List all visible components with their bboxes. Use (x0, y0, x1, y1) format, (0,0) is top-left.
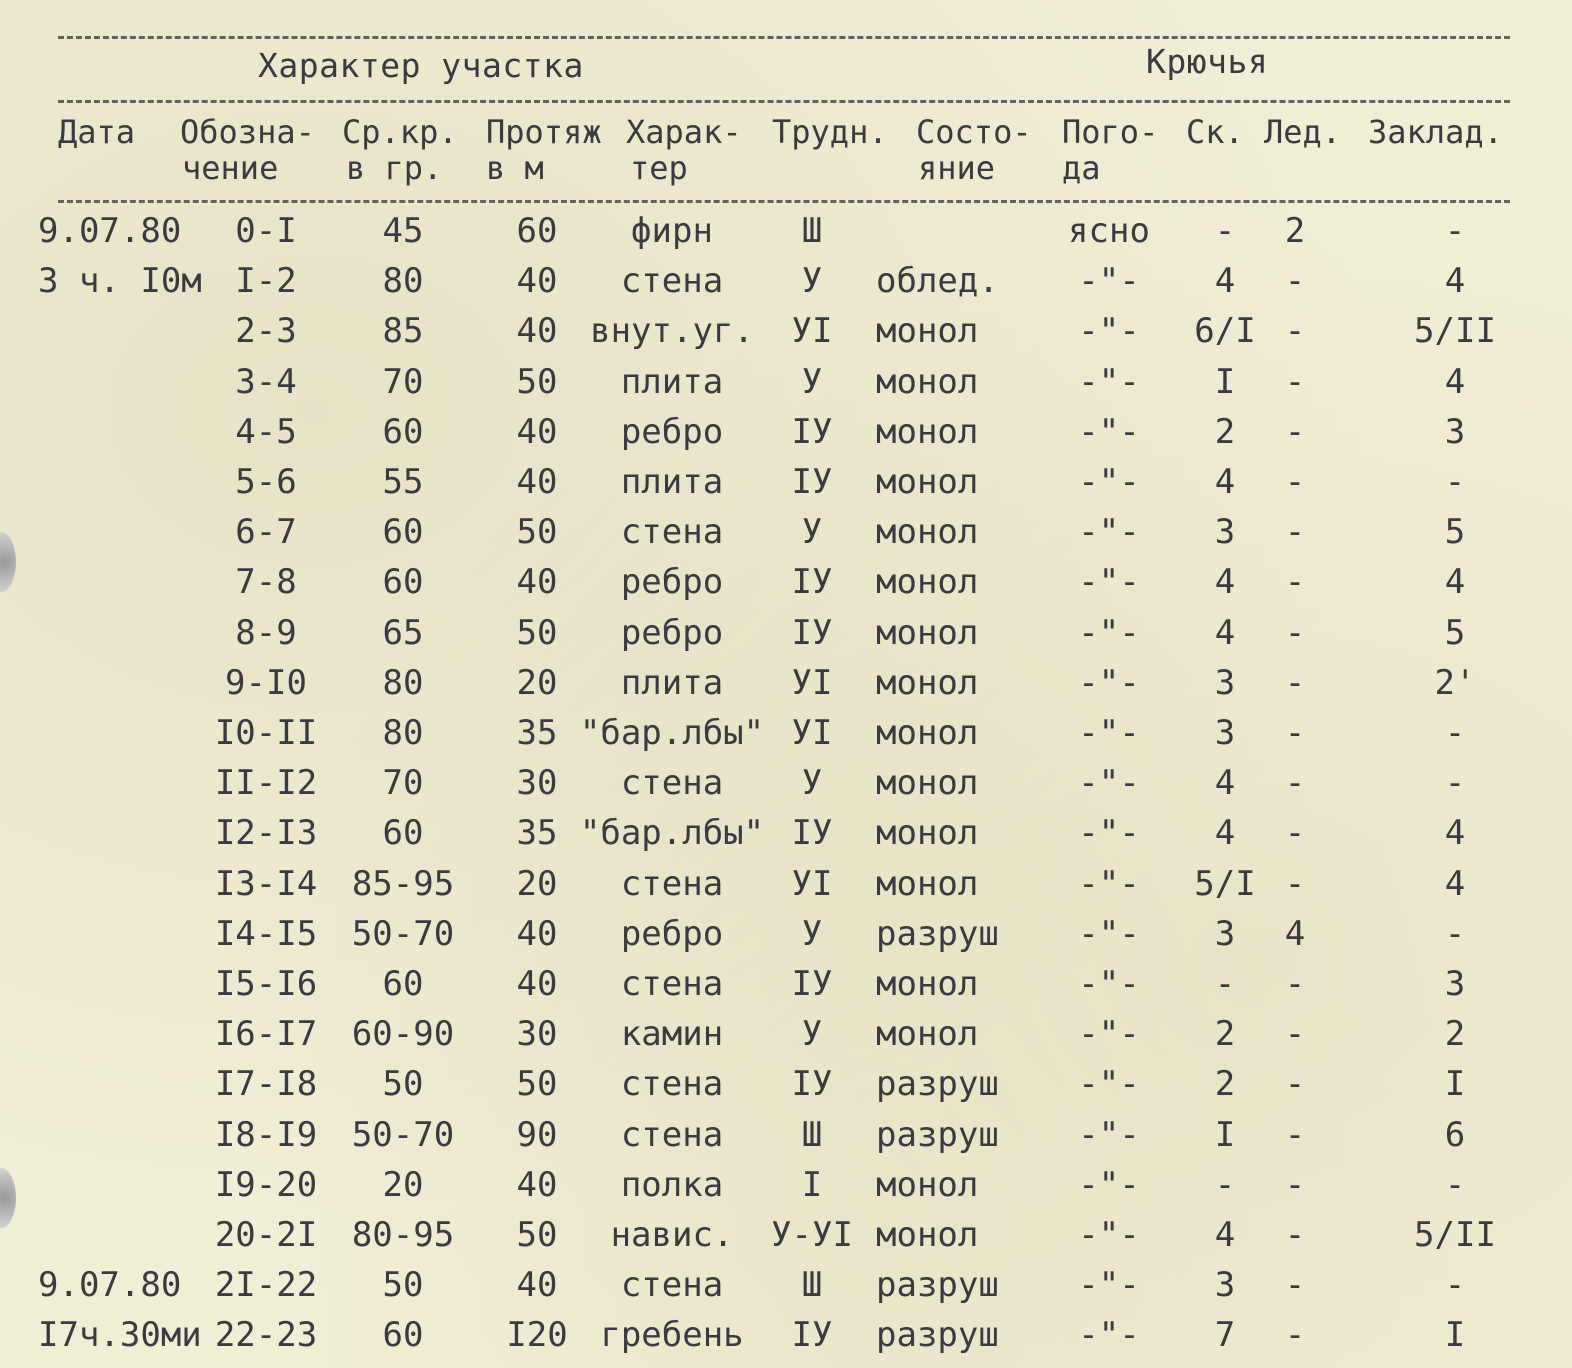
dashed-rule-middle (58, 100, 1510, 103)
cell-ice-hooks: 4 (1284, 913, 1306, 954)
cell-difficulty: У (801, 1014, 823, 1055)
cell-designation: II-I2 (214, 763, 318, 804)
cell-difficulty: У (801, 763, 823, 804)
cell-chocks: 5 (1444, 612, 1466, 653)
cell-rock-hooks: 4 (1214, 612, 1236, 653)
column-header-state-line1: Состо- (916, 113, 1032, 151)
dashed-rule-top (58, 36, 1510, 39)
cell-character: полка (620, 1164, 724, 1205)
cell-difficulty: Ш (801, 211, 823, 251)
cell-weather: ясно (1068, 211, 1150, 251)
cell-difficulty: У-УI (771, 1215, 853, 1255)
cell-length: 50 (516, 1064, 558, 1105)
cell-length: 40 (516, 311, 558, 352)
cell-chocks: 5/II (1414, 1215, 1496, 1255)
column-header-length (486, 114, 602, 186)
cell-avg-steepness: 60 (382, 562, 424, 603)
cell-ice-hooks: - (1284, 863, 1306, 904)
cell-character: навис. (610, 1215, 734, 1255)
column-header-difficulty (772, 114, 888, 150)
column-header-date-text: Дата (58, 113, 136, 151)
cell-length: 40 (516, 411, 558, 452)
cell-state: разруш (876, 913, 999, 954)
cell-rock-hooks: - (1214, 211, 1236, 251)
column-header-length-line2: в м (486, 149, 544, 187)
cell-state: монол (876, 612, 979, 653)
cell-difficulty: Ш (801, 1265, 823, 1306)
cell-state: монол (876, 1215, 979, 1255)
cell-state: монол (876, 662, 979, 703)
column-header-rock (1186, 114, 1244, 150)
cell-length: 90 (516, 1114, 558, 1155)
table-row (0, 1210, 1572, 1260)
cell-avg-steepness: 85 (382, 311, 424, 352)
cell-chocks: 3 (1444, 964, 1466, 1004)
cell-difficulty: IУ (791, 813, 833, 854)
cell-length: 50 (516, 1215, 558, 1255)
cell-designation: 4-5 (235, 411, 297, 452)
cell-avg-steepness: 60 (382, 964, 424, 1004)
table-row (0, 1160, 1572, 1210)
cell-avg-steepness: 80 (382, 713, 424, 753)
cell-designation: 3-4 (235, 361, 297, 402)
cell-character: плита (620, 462, 724, 502)
cell-difficulty: I (801, 1164, 823, 1205)
cell-weather: -"- (1078, 361, 1140, 402)
cell-character: стена (620, 763, 724, 804)
cell-chocks: - (1444, 462, 1466, 502)
cell-difficulty: УI (791, 713, 833, 753)
column-header-designation (180, 114, 315, 186)
cell-length: 40 (516, 1265, 558, 1306)
cell-designation: 20-2I (214, 1215, 318, 1255)
cell-designation: I7-I8 (214, 1064, 318, 1105)
cell-avg-steepness: 50-70 (351, 1114, 455, 1155)
cell-ice-hooks: - (1284, 662, 1306, 703)
cell-designation: I2-I3 (214, 813, 318, 854)
cell-weather: -"- (1078, 1064, 1140, 1105)
cell-chocks: I (1444, 1315, 1466, 1356)
cell-designation: I4-I5 (214, 913, 318, 954)
cell-difficulty: IУ (791, 1064, 833, 1105)
cell-chocks: 2' (1434, 662, 1476, 703)
cell-designation: 8-9 (235, 612, 297, 653)
cell-weather: -"- (1078, 261, 1140, 302)
cell-length: 40 (516, 562, 558, 603)
cell-state: монол (876, 1014, 979, 1055)
cell-chocks: 6 (1444, 1114, 1466, 1155)
cell-length: 50 (516, 512, 558, 553)
cell-weather: -"- (1078, 562, 1140, 603)
cell-rock-hooks: 4 (1214, 562, 1236, 603)
cell-designation: 6-7 (235, 512, 297, 553)
column-header-character-line1: Харак- (626, 113, 742, 151)
cell-date: I7ч.30ми (38, 1315, 202, 1356)
cell-designation: I-2 (235, 261, 297, 302)
cell-avg-steepness: 80 (382, 662, 424, 703)
cell-ice-hooks: - (1284, 1265, 1306, 1306)
cell-length: 40 (516, 462, 558, 502)
cell-weather: -"- (1078, 311, 1140, 352)
cell-character: "бар.лбы" (579, 713, 765, 753)
cell-weather: -"- (1078, 1215, 1140, 1255)
cell-character: стена (620, 964, 724, 1004)
cell-designation: 0-I (235, 211, 297, 251)
cell-length: 30 (516, 763, 558, 804)
column-header-ice (1264, 114, 1341, 150)
cell-state: монол (876, 763, 979, 804)
column-header-length-line1: Протяж (486, 113, 602, 151)
column-header-state (916, 114, 1032, 186)
cell-length: 50 (516, 361, 558, 402)
cell-chocks: 3 (1444, 411, 1466, 452)
table-row (0, 407, 1572, 457)
cell-rock-hooks: 2 (1214, 1014, 1236, 1055)
table-row (0, 507, 1572, 557)
cell-ice-hooks: - (1284, 411, 1306, 452)
cell-designation: I6-I7 (214, 1014, 318, 1055)
cell-difficulty: УI (791, 311, 833, 352)
cell-character: стена (620, 1265, 724, 1306)
cell-chocks: - (1444, 1164, 1466, 1205)
cell-length: 35 (516, 713, 558, 753)
cell-designation: I3-I4 (214, 863, 318, 904)
cell-avg-steepness: 60-90 (351, 1014, 455, 1055)
column-header-avg-steepness-line1: Ср.кр. (342, 113, 458, 151)
table-row (0, 457, 1572, 507)
cell-avg-steepness: 50 (382, 1265, 424, 1306)
cell-designation: I5-I6 (214, 964, 318, 1004)
cell-designation: 22-23 (214, 1315, 318, 1356)
cell-chocks: 4 (1444, 562, 1466, 603)
cell-chocks: - (1444, 211, 1466, 251)
table-row (0, 306, 1572, 356)
cell-ice-hooks: - (1284, 1014, 1306, 1055)
cell-rock-hooks: 5/I (1194, 863, 1256, 904)
cell-state: монол (876, 411, 979, 452)
cell-rock-hooks: 4 (1214, 462, 1236, 502)
column-header-rock-text: Ск. (1186, 113, 1244, 151)
cell-state: монол (876, 964, 979, 1004)
column-header-weather-line1: Пого- (1062, 113, 1159, 151)
table-row (0, 608, 1572, 658)
cell-chocks: - (1444, 1265, 1466, 1306)
cell-avg-steepness: 85-95 (351, 863, 455, 904)
cell-character: ребро (620, 562, 724, 603)
cell-date: 9.07.80 (38, 1265, 182, 1306)
column-header-state-line2: яние (918, 149, 996, 187)
cell-avg-steepness: 70 (382, 361, 424, 402)
cell-state: монол (876, 713, 979, 753)
cell-chocks: 4 (1444, 361, 1466, 402)
cell-ice-hooks: - (1284, 1164, 1306, 1205)
cell-difficulty: IУ (791, 612, 833, 653)
cell-character: стена (620, 1064, 724, 1105)
cell-chocks: 4 (1444, 813, 1466, 854)
cell-length: 40 (516, 261, 558, 302)
cell-avg-steepness: 60 (382, 512, 424, 553)
cell-ice-hooks: - (1284, 763, 1306, 804)
cell-weather: -"- (1078, 863, 1140, 904)
cell-designation: 2-3 (235, 311, 297, 352)
cell-state: монол (876, 462, 979, 502)
cell-state: монол (876, 863, 979, 904)
cell-ice-hooks: - (1284, 1064, 1306, 1105)
table-row (0, 959, 1572, 1009)
column-header-ice-text: Лед. (1264, 113, 1342, 151)
cell-state: разруш (876, 1315, 999, 1356)
table-row (0, 557, 1572, 607)
cell-ice-hooks: - (1284, 1215, 1306, 1255)
cell-state: разруш (876, 1265, 999, 1306)
cell-character: стена (620, 863, 724, 904)
cell-difficulty: IУ (791, 411, 833, 452)
cell-weather: -"- (1078, 462, 1140, 502)
cell-ice-hooks: - (1284, 462, 1306, 502)
cell-rock-hooks: 3 (1214, 913, 1236, 954)
cell-weather: -"- (1078, 964, 1140, 1004)
cell-chocks: 4 (1444, 261, 1466, 302)
cell-weather: -"- (1078, 1114, 1140, 1155)
cell-designation: I9-20 (214, 1164, 318, 1205)
cell-chocks: 2 (1444, 1014, 1466, 1055)
cell-weather: -"- (1078, 662, 1140, 703)
cell-length: 40 (516, 913, 558, 954)
cell-state: монол (876, 361, 979, 402)
cell-rock-hooks: 3 (1214, 512, 1236, 553)
cell-state: монол (876, 311, 979, 352)
cell-avg-steepness: 45 (382, 211, 424, 251)
cell-rock-hooks: 6/I (1194, 311, 1256, 352)
cell-character: камин (620, 1014, 724, 1055)
column-header-designation-line2: чение (182, 149, 279, 187)
cell-avg-steepness: 60 (382, 411, 424, 452)
cell-difficulty: IУ (791, 964, 833, 1004)
cell-ice-hooks: - (1284, 1114, 1306, 1155)
cell-length: 20 (516, 662, 558, 703)
cell-chocks: 5 (1444, 512, 1466, 553)
cell-character: гребень (600, 1315, 744, 1356)
column-header-weather (1062, 114, 1158, 186)
cell-designation: I0-II (214, 713, 318, 753)
column-header-difficulty-text: Трудн. (772, 113, 888, 151)
table-row (0, 357, 1572, 407)
column-header-character (626, 114, 742, 186)
cell-character: ребро (620, 913, 724, 954)
cell-difficulty: У (801, 261, 823, 302)
cell-rock-hooks: 4 (1214, 261, 1236, 302)
cell-rock-hooks: 2 (1214, 411, 1236, 452)
cell-difficulty: IУ (791, 1315, 833, 1356)
cell-chocks: - (1444, 763, 1466, 804)
cell-state: монол (876, 1164, 979, 1205)
section-header-segment-character: Характер участка (258, 46, 584, 85)
cell-chocks: 4 (1444, 863, 1466, 904)
cell-rock-hooks: 4 (1214, 1215, 1236, 1255)
cell-difficulty: Ш (801, 1114, 823, 1155)
cell-ice-hooks: - (1284, 261, 1306, 302)
cell-length: I20 (506, 1315, 568, 1356)
cell-ice-hooks: - (1284, 813, 1306, 854)
table-row (0, 708, 1572, 758)
table-row (0, 256, 1572, 306)
column-header-weather-line2: да (1062, 149, 1101, 187)
cell-rock-hooks: 2 (1214, 1064, 1236, 1105)
cell-character: внут.уг. (590, 311, 754, 352)
cell-character: плита (620, 662, 724, 703)
cell-chocks: 5/II (1414, 311, 1496, 352)
cell-avg-steepness: 60 (382, 1315, 424, 1356)
cell-rock-hooks: 7 (1214, 1315, 1236, 1356)
table-row (0, 859, 1572, 909)
cell-chocks: - (1444, 713, 1466, 753)
cell-avg-steepness: 50 (382, 1064, 424, 1105)
cell-character: стена (620, 1114, 724, 1155)
table-row (0, 808, 1572, 858)
column-header-avg-steepness (342, 114, 458, 186)
table-row (0, 1110, 1572, 1160)
cell-ice-hooks: - (1284, 612, 1306, 653)
cell-weather: -"- (1078, 1265, 1140, 1306)
table-row (0, 206, 1572, 256)
cell-designation: 9-I0 (225, 662, 307, 703)
column-header-chock (1368, 114, 1503, 150)
cell-state: разруш (876, 1064, 999, 1105)
cell-difficulty: У (801, 361, 823, 402)
cell-state: монол (876, 562, 979, 603)
cell-ice-hooks: - (1284, 713, 1306, 753)
cell-rock-hooks: 4 (1214, 763, 1236, 804)
cell-ice-hooks: - (1284, 311, 1306, 352)
cell-length: 35 (516, 813, 558, 854)
cell-designation: I8-I9 (214, 1114, 318, 1155)
cell-avg-steepness: 80-95 (351, 1215, 455, 1255)
cell-avg-steepness: 70 (382, 763, 424, 804)
cell-date: 9.07.80 (38, 211, 182, 251)
cell-avg-steepness: 20 (382, 1164, 424, 1205)
table-row (0, 1009, 1572, 1059)
cell-ice-hooks: - (1284, 361, 1306, 402)
cell-character: ребро (620, 612, 724, 653)
cell-difficulty: IУ (791, 462, 833, 502)
cell-weather: -"- (1078, 1014, 1140, 1055)
cell-state: монол (876, 512, 979, 553)
column-header-designation-line1: Обозна- (180, 113, 315, 151)
cell-length: 50 (516, 612, 558, 653)
cell-character: стена (620, 512, 724, 553)
cell-rock-hooks: 4 (1214, 813, 1236, 854)
cell-weather: -"- (1078, 512, 1140, 553)
cell-designation: 7-8 (235, 562, 297, 603)
section-header-hooks: Крючья (1146, 42, 1269, 81)
cell-rock-hooks: I (1214, 361, 1236, 402)
cell-weather: -"- (1078, 1315, 1140, 1356)
cell-difficulty: УI (791, 662, 833, 703)
cell-ice-hooks: - (1284, 1315, 1306, 1356)
column-header-avg-steepness-line2: в гр. (346, 149, 443, 187)
cell-ice-hooks: - (1284, 964, 1306, 1004)
cell-character: плита (620, 361, 724, 402)
cell-length: 20 (516, 863, 558, 904)
cell-length: 60 (516, 211, 558, 251)
cell-difficulty: У (801, 913, 823, 954)
cell-weather: -"- (1078, 1164, 1140, 1205)
cell-length: 40 (516, 964, 558, 1004)
cell-avg-steepness: 50-70 (351, 913, 455, 954)
cell-avg-steepness: 80 (382, 261, 424, 302)
cell-rock-hooks: 3 (1214, 713, 1236, 753)
cell-weather: -"- (1078, 913, 1140, 954)
cell-weather: -"- (1078, 813, 1140, 854)
table-row (0, 1260, 1572, 1310)
cell-character: ребро (620, 411, 724, 452)
cell-ice-hooks: - (1284, 512, 1306, 553)
table-row (0, 658, 1572, 708)
cell-chocks: I (1444, 1064, 1466, 1105)
cell-rock-hooks: 3 (1214, 662, 1236, 703)
cell-chocks: - (1444, 913, 1466, 954)
cell-designation: 5-6 (235, 462, 297, 502)
cell-rock-hooks: I (1214, 1114, 1236, 1155)
cell-difficulty: IУ (791, 562, 833, 603)
cell-ice-hooks: 2 (1284, 211, 1306, 251)
cell-rock-hooks: 3 (1214, 1265, 1236, 1306)
cell-length: 30 (516, 1014, 558, 1055)
cell-designation: 2I-22 (214, 1265, 318, 1306)
cell-state: монол (876, 813, 979, 854)
table-row (0, 758, 1572, 808)
cell-weather: -"- (1078, 411, 1140, 452)
dashed-rule-header-bottom (58, 200, 1510, 203)
cell-avg-steepness: 60 (382, 813, 424, 854)
cell-difficulty: УI (791, 863, 833, 904)
cell-weather: -"- (1078, 763, 1140, 804)
column-header-character-line2: тер (630, 149, 688, 187)
cell-ice-hooks: - (1284, 562, 1306, 603)
cell-rock-hooks: - (1214, 964, 1236, 1004)
cell-character: стена (620, 261, 724, 302)
cell-rock-hooks: - (1214, 1164, 1236, 1205)
cell-avg-steepness: 55 (382, 462, 424, 502)
column-header-chock-text: Заклад. (1368, 113, 1503, 151)
cell-avg-steepness: 65 (382, 612, 424, 653)
table-row (0, 909, 1572, 959)
column-header-date (58, 114, 135, 150)
cell-difficulty: У (801, 512, 823, 553)
cell-character: фирн (631, 211, 713, 251)
cell-state: разруш (876, 1114, 999, 1155)
table-row (0, 1310, 1572, 1360)
cell-length: 40 (516, 1164, 558, 1205)
cell-weather: -"- (1078, 612, 1140, 653)
cell-weather: -"- (1078, 713, 1140, 753)
cell-character: "бар.лбы" (579, 813, 765, 854)
table-row (0, 1059, 1572, 1109)
cell-date: 3 ч. I0м (38, 261, 202, 302)
cell-state: облед. (876, 261, 999, 302)
